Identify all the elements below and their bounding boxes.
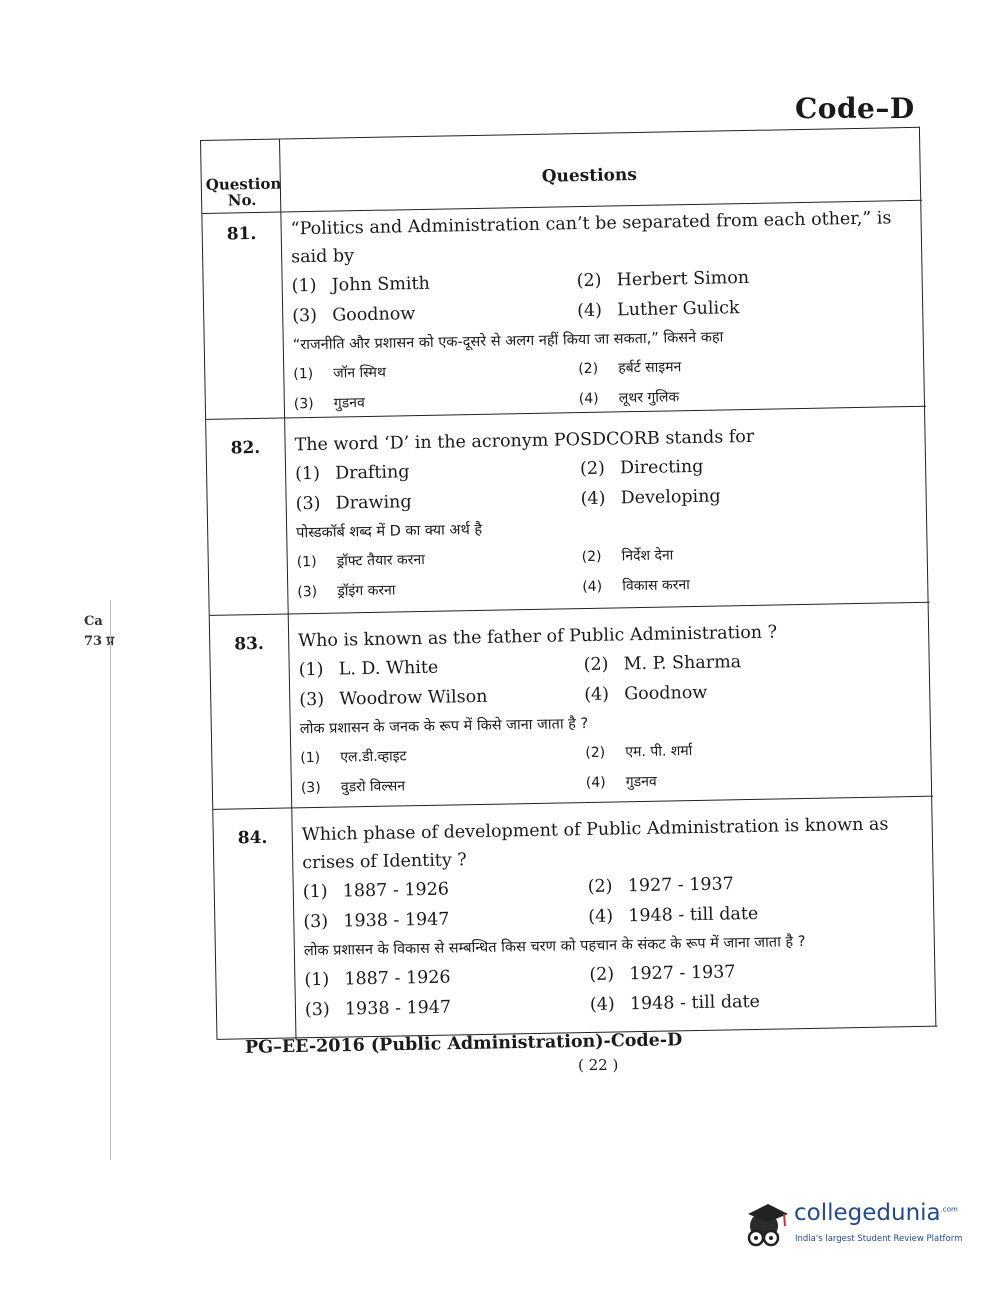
question-number: 84.: [237, 827, 268, 849]
option: (3) ड्रॉइंग करना: [297, 582, 396, 601]
question-table: [200, 127, 936, 1040]
options-en: [298, 644, 924, 715]
option: (2) 1927 - 1937: [589, 962, 736, 986]
option: (2) हर्बर्ट साइमन: [578, 359, 682, 378]
option: (1) एल.डी.व्हाइट: [300, 748, 407, 767]
option: (3) गुडनव: [293, 395, 365, 413]
question-83: [298, 616, 926, 803]
option: (1) 1887 - 1926: [304, 967, 451, 991]
option: (4) Developing: [580, 486, 721, 510]
option: (1) L. D. White: [298, 657, 439, 681]
header-questions: Questions: [541, 165, 638, 187]
options-en: [303, 866, 929, 937]
margin-line: [110, 600, 111, 1160]
options-hi: [296, 536, 922, 607]
option: (1) ड्रॉफ्ट तैयार करना: [296, 551, 425, 571]
option: (4) गुडनव: [585, 773, 657, 792]
options-hi: [300, 732, 926, 803]
option: (4) विकास करना: [582, 577, 690, 596]
code-header: Code–D: [795, 92, 915, 125]
footer-title: PG–EE-2016 (Public Administration)-Code-D: [244, 1030, 683, 1058]
option: (2) Directing: [579, 456, 704, 480]
option: (1) जॉन स्मिथ: [293, 364, 387, 383]
option: (3) वुडरो विल्सन: [300, 778, 406, 797]
question-82: [294, 420, 922, 607]
question-sheet: [200, 127, 936, 1045]
question-text-hi: लोक प्रशासन के विकास से सम्बन्धित किस चरण को पहचान के संकट के रूप में जाना जाता है ?: [303, 934, 806, 960]
option: (2) M. P. Sharma: [583, 652, 742, 676]
question-text-hi: पोस्डकॉर्ब शब्द में D का क्या अर्थ है: [296, 521, 483, 542]
option: (1) 1887 - 1926: [302, 879, 450, 903]
option: (4) 1948 - till date: [588, 903, 759, 928]
logo-tagline: India's largest Student Review Platform: [795, 1234, 963, 1244]
logo-wordmark: collegedunia$^{.com}$: [794, 1200, 958, 1226]
question-text-en: The word ‘D’ in the acronym POSDCORB stands for: [294, 426, 755, 456]
question-text-en: Which phase of development of Public Administration is known as crises of Identity ?: [301, 814, 889, 874]
question-text-en: “Politics and Administration can’t be separated from each other,” is said by: [290, 208, 892, 268]
question-81: [290, 204, 919, 419]
options-en: [291, 260, 917, 331]
option: (4) Luther Gulick: [577, 298, 740, 322]
margin-scrap: Ca 73 प्र: [84, 614, 115, 649]
options-en: [295, 448, 921, 519]
option: (2) Herbert Simon: [576, 267, 750, 292]
header-question-no: Question No.: [205, 174, 282, 210]
options-hi: [304, 954, 930, 1025]
option: (1) John Smith: [291, 273, 430, 297]
question-text-en: Who is known as the father of Public Administration ?: [298, 622, 778, 652]
question-number: 81.: [226, 223, 257, 245]
option: (3) Drawing: [295, 492, 412, 515]
option: (3) 1938 - 1947: [304, 997, 452, 1021]
option: (3) 1938 - 1947: [303, 909, 450, 933]
options-hi: [293, 348, 919, 419]
option: (1) Drafting: [294, 462, 410, 485]
question-text-hi: लोक प्रशासन के जनक के रूप में किसे जाना जाता है ?: [299, 715, 589, 738]
option: (3) Woodrow Wilson: [299, 686, 488, 711]
option: (4) लूथर गुलिक: [578, 389, 680, 408]
option: (2) निर्देश देना: [581, 547, 674, 566]
collegedunia-logo: [738, 1198, 968, 1258]
mascot-icon: [738, 1198, 792, 1254]
question-number: 83.: [234, 633, 265, 655]
option: (2) एम. पी. शर्मा: [585, 743, 693, 762]
option: (2) 1927 - 1937: [587, 874, 735, 898]
page-number: ( 22 ): [578, 1056, 619, 1074]
question-number: 82.: [230, 437, 261, 459]
question-text-hi: “राजनीति और प्रशासन को एक-दूसरे से अलग नहीं किया जा सकता,” किसने कहा: [292, 329, 724, 354]
option: (4) Goodnow: [584, 682, 708, 706]
option: (3) Goodnow: [292, 304, 416, 327]
option: (4) 1948 - till date: [589, 991, 761, 1015]
question-84: [302, 810, 931, 1025]
